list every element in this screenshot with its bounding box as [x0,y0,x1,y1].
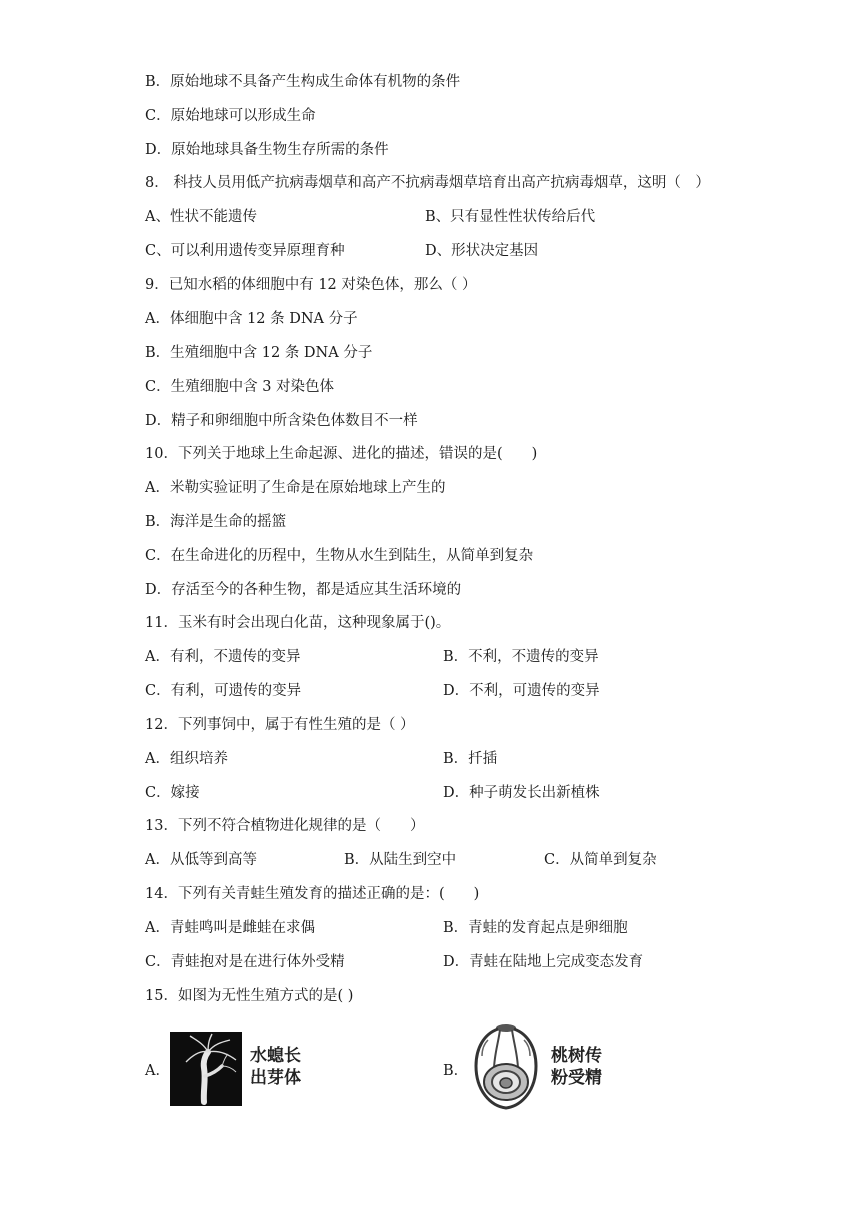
q8-option-c: C、可以利用遗传变异原理育种 [145,243,345,259]
hydra-budding-image [170,1032,242,1106]
q11-option-b: B．不利，不遗传的变异 [443,649,599,665]
q15-option-a-caption-line-2: 出芽体 [250,1068,301,1088]
q14-option-d: D．青蛙在陆地上完成变态发育 [443,954,644,970]
q13-option-a: A．从低等到高等 [145,852,257,868]
q11-option-a: A．有利，不遗传的变异 [145,649,301,665]
q15-option-b-label: B． [443,1063,469,1079]
q12-option-a: A．组织培养 [145,751,228,767]
q13-option-b: B．从陆生到空中 [344,852,457,868]
q12-option-b: B．扦插 [443,751,498,767]
q9-stem: 9．已知水稻的体细胞中有 12 对染色体，那么（ ） [145,277,477,293]
q15-stem: 15．如图为无性生殖方式的是( ) [145,988,354,1004]
q15-option-b-caption-line-1: 桃树传 [551,1046,602,1066]
q7-option-b: B．原始地球不具备产生构成生命体有机物的条件 [145,74,461,90]
q10-stem: 10．下列关于地球上生命起源、进化的描述，错误的是( ) [145,446,538,462]
q11-option-c: C．有利，可遗传的变异 [145,683,302,699]
peach-pollination-image [470,1020,542,1112]
q8-option-b: B、只有显性性状传给后代 [425,209,596,225]
q13-option-c: C．从简单到复杂 [544,852,657,868]
q7-option-d: D．原始地球具备生物生存所需的条件 [145,142,389,158]
q12-option-d: D．种子萌发长出新植株 [443,785,600,801]
q9-option-c: C．生殖细胞中含 3 对染色体 [145,379,335,395]
q9-option-d: D．精子和卵细胞中所含染色体数目不一样 [145,413,418,429]
q15-option-a-caption-line-1: 水螅长 [250,1046,301,1066]
q8-option-a: A、性状不能遗传 [145,209,257,225]
q8-stem: 8． 科技人员用低产抗病毒烟草和高产不抗病毒烟草培育出高产抗病毒烟草，这明（ ） [145,175,710,191]
q10-option-d: D．存活至今的各种生物，都是适应其生活环境的 [145,582,462,598]
q10-option-a: A．米勒实验证明了生命是在原始地球上产生的 [145,480,446,496]
q14-stem: 14．下列有关青蛙生殖发育的描述正确的是：( ) [145,886,480,902]
q15-option-a-label: A． [145,1063,170,1079]
q14-option-c: C．青蛙抱对是在进行体外受精 [145,954,345,970]
q11-option-d: D．不利，可遗传的变异 [443,683,600,699]
q14-option-b: B．青蛙的发育起点是卵细胞 [443,920,628,936]
q10-option-b: B．海洋是生命的摇篮 [145,514,287,530]
flower-pistil-icon [470,1020,542,1112]
hydra-icon [170,1032,242,1106]
q12-option-c: C．嫁接 [145,785,200,801]
q10-option-c: C．在生命进化的历程中，生物从水生到陆生，从简单到复杂 [145,548,534,564]
q9-option-a: A．体细胞中含 12 条 DNA 分子 [145,311,358,327]
q14-option-a: A．青蛙鸣叫是雌蛙在求偶 [145,920,315,936]
q11-stem: 11．玉米有时会出现白化苗，这种现象属于()。 [145,615,451,631]
q7-option-c: C．原始地球可以形成生命 [145,108,316,124]
q9-option-b: B．生殖细胞中含 12 条 DNA 分子 [145,345,373,361]
q13-stem: 13．下列不符合植物进化规律的是（ ） [145,818,425,834]
q12-stem: 12．下列事饲中，属于有性生殖的是（ ） [145,717,415,733]
q8-option-d: D、形状决定基因 [425,243,539,259]
q15-option-b-caption-line-2: 粉受精 [551,1068,602,1088]
